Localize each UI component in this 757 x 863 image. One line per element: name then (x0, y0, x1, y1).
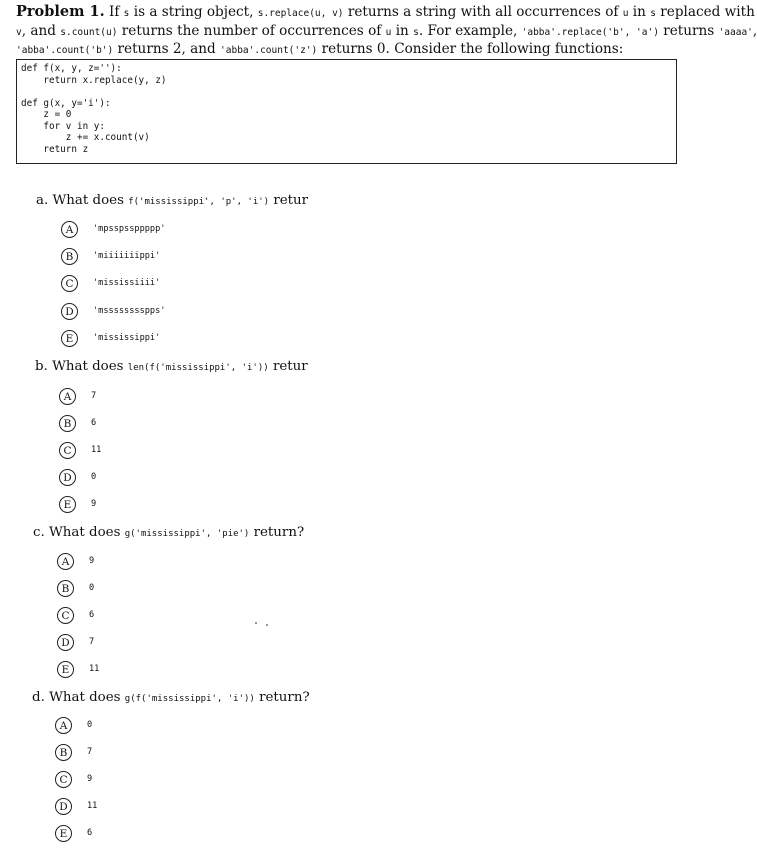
answer-bubble[interactable]: B (59, 415, 76, 432)
code-fragment: s (413, 26, 419, 38)
question-text: What does (47, 359, 128, 374)
answer-bubble[interactable]: E (61, 330, 78, 347)
answer-bubble[interactable]: B (61, 248, 78, 265)
scan-speck (255, 622, 257, 624)
code-fragment: 'abba'.count('z') (220, 45, 318, 56)
question-code: len(f('mississippi', 'i')) (127, 363, 269, 373)
answer-bubble[interactable]: D (59, 469, 76, 486)
code-line: z += x.count(v) (21, 132, 150, 143)
choice-text: 0 (89, 583, 95, 593)
question-text: return? (249, 525, 305, 540)
answer-bubble[interactable]: D (61, 303, 78, 320)
choice-text: 7 (91, 391, 97, 401)
text-fragment: If (104, 4, 124, 20)
question-label: b. (35, 359, 48, 374)
text-fragment: returns 2, and (113, 41, 221, 57)
code-fragment: s.count(u) (60, 26, 118, 38)
code-line: return x.replace(y, z) (21, 74, 167, 86)
question-text: return? (254, 690, 310, 705)
answer-bubble[interactable]: B (57, 580, 74, 597)
question-text: retur (269, 193, 309, 208)
text-fragment: is a string object, (129, 4, 258, 20)
choice-text: 9 (87, 774, 93, 784)
question-b (35, 359, 308, 374)
question-c (33, 525, 304, 540)
code-line: for v in y: (21, 120, 105, 132)
code-fragment: s (650, 8, 656, 19)
code-fragment: v (16, 26, 22, 38)
code-fragment: 'abba'.replace('b', 'a') (521, 26, 659, 38)
choice-text: 'mississiiii' (93, 278, 161, 288)
question-code: f('mississippi', 'p', 'i') (128, 197, 270, 207)
text-fragment: returns 0. Consider the following functions: (317, 41, 624, 57)
choice-text: 11 (89, 664, 100, 674)
problem-label: Problem 1. (16, 3, 105, 20)
question-text: What does (48, 193, 129, 208)
text-fragment: returns a string with all occurrences of (343, 4, 623, 20)
choice-text: 'mpsspssppppp' (93, 224, 166, 234)
choice-text: 6 (89, 610, 95, 620)
text-fragment: returns (658, 22, 719, 39)
answer-bubble[interactable]: C (61, 275, 78, 292)
code-line: return z (21, 143, 89, 155)
code-fragment: s (123, 8, 130, 19)
code-fragment: u (385, 26, 392, 38)
code-fragment: u (622, 8, 629, 19)
choice-text: 7 (87, 747, 93, 757)
question-label: d. (32, 690, 45, 705)
choice-text: 'msssssssspps' (93, 306, 166, 316)
text-fragment: in (628, 4, 651, 20)
text-fragment: replaced with (655, 4, 755, 20)
text-fragment: . For example, (418, 22, 522, 39)
answer-bubble[interactable]: B (55, 744, 72, 761)
answer-bubble[interactable]: E (59, 496, 76, 513)
answer-bubble[interactable]: C (59, 442, 76, 459)
code-fragment: s.replace(u, v) (257, 8, 344, 19)
statement-line-3 (16, 41, 680, 60)
question-text: What does (44, 690, 125, 705)
answer-bubble[interactable]: A (55, 717, 72, 734)
question-code: g(f('mississippi', 'i')) (124, 694, 255, 704)
question-label: c. (33, 525, 45, 540)
answer-bubble[interactable]: E (57, 661, 74, 678)
choice-text: 'mississippi' (93, 333, 161, 343)
answer-bubble[interactable]: D (57, 634, 74, 651)
choice-text: 0 (91, 472, 97, 482)
choice-text: 0 (87, 720, 93, 730)
answer-bubble[interactable]: A (57, 553, 74, 570)
answer-bubble[interactable]: C (57, 607, 74, 624)
choice-text: 11 (91, 445, 102, 455)
choice-text: 9 (89, 556, 95, 566)
code-listing (21, 63, 167, 155)
answer-bubble[interactable]: E (55, 825, 72, 842)
code-fragment: 'aaaa' (718, 26, 753, 38)
code-listing-box (16, 59, 677, 164)
answer-bubble[interactable]: A (59, 388, 76, 405)
question-text: What does (44, 525, 125, 540)
problem-statement (16, 3, 757, 60)
question-a (36, 193, 308, 208)
question-text: retur (268, 359, 308, 374)
choice-text: 9 (91, 499, 97, 509)
text-fragment: , and (21, 22, 61, 39)
choice-text: 6 (91, 418, 97, 428)
text-fragment: returns the number of occurrences of (117, 22, 386, 39)
code-line: def g(x, y='i'): (21, 97, 111, 109)
code-line: def f(x, y, z=''): (21, 63, 122, 74)
answer-bubble[interactable]: A (61, 221, 78, 238)
choice-text: 7 (89, 637, 95, 647)
answer-bubble[interactable]: C (55, 771, 72, 788)
code-fragment: 'abba'.count('b') (16, 45, 114, 56)
answer-bubble[interactable]: D (55, 798, 72, 815)
question-label: a. (36, 193, 49, 208)
statement-line-1 (16, 3, 755, 23)
question-d (32, 690, 310, 705)
statement-line-2 (16, 22, 757, 42)
code-line: z = 0 (21, 109, 72, 120)
choice-text: 6 (87, 828, 93, 838)
question-code: g('mississippi', 'pie') (124, 529, 250, 539)
choice-text: 11 (87, 801, 98, 811)
scan-speck (266, 624, 268, 626)
text-fragment: in (391, 22, 414, 39)
text-fragment: , (752, 22, 757, 39)
choice-text: 'miiiiiiippi' (93, 251, 161, 261)
